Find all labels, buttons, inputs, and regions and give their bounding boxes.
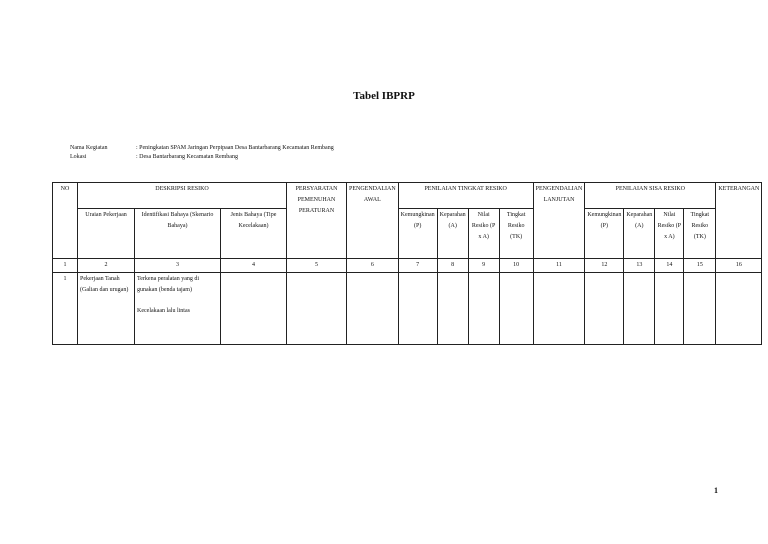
- column-number: 4: [221, 259, 287, 273]
- subheader-keparahan: Keparahan (A): [437, 209, 468, 259]
- subheader-nilai: Nilai Resiko (P x A): [468, 209, 499, 259]
- column-number: 16: [716, 259, 762, 273]
- row-identifikasi: [135, 273, 221, 345]
- row-uraian: Pekerjaan Tanah (Galian dan urugan): [78, 273, 135, 345]
- row-cell: [624, 273, 655, 345]
- subheader-keparahan-sisa: Keparahan (A): [624, 209, 655, 259]
- row-cell: [585, 273, 624, 345]
- row-cell: [684, 273, 716, 345]
- row-no: 1: [53, 273, 78, 345]
- header-persyaratan: PERSYARATAN PEMENUHAN PERATURAN: [287, 183, 347, 259]
- ibprp-table: [52, 182, 762, 345]
- row-cell: [468, 273, 499, 345]
- header-penilaian-sisa: PENILAIAN SISA RESIKO: [585, 183, 716, 209]
- subheader-kemungkinan-sisa: Kemungkinan (P): [585, 209, 624, 259]
- page-title: Tabel IBPRP: [353, 90, 415, 102]
- header-penilaian-tingkat: PENILAIAN TINGKAT RESIKO: [398, 183, 533, 209]
- row-cell: [499, 273, 533, 345]
- header-pengendalian-lanjutan: PENGENDALIAN LANJUTAN: [533, 183, 585, 259]
- header-no: NO: [53, 183, 78, 259]
- column-number: 15: [684, 259, 716, 273]
- column-number: 12: [585, 259, 624, 273]
- column-number: 9: [468, 259, 499, 273]
- column-number: 8: [437, 259, 468, 273]
- meta-row-activity: [70, 144, 334, 153]
- hazard-2: Kecelakaan lalu lintas: [137, 308, 190, 314]
- meta-value: : Peningkatan SPAM Jaringan Perpipaan Desa Bantarbarang Kecamatan Rembang: [136, 145, 334, 151]
- hazard-1: Terkena peralatan yang di gunakan (benda tajam): [137, 276, 200, 293]
- column-number: 14: [655, 259, 684, 273]
- row-cell: [437, 273, 468, 345]
- column-number: 3: [135, 259, 221, 273]
- column-number: 1: [53, 259, 78, 273]
- column-number-row: [53, 259, 762, 273]
- row-cell: [221, 273, 287, 345]
- header-deskripsi: DESKRIPSI RESIKO: [78, 183, 287, 209]
- row-cell: [716, 273, 762, 345]
- table-row: [53, 273, 762, 345]
- row-cell: [287, 273, 347, 345]
- row-cell: [533, 273, 585, 345]
- column-number: 2: [78, 259, 135, 273]
- meta-row-location: [70, 153, 334, 162]
- column-number: 5: [287, 259, 347, 273]
- header-keterangan: KETERANGAN: [716, 183, 762, 259]
- page-number: 1: [714, 486, 718, 495]
- column-number: 6: [347, 259, 399, 273]
- subheader-nilai-sisa: Nilai Resiko (P x A): [655, 209, 684, 259]
- subheader-tingkat: Tingkat Resiko (TK): [499, 209, 533, 259]
- column-number: 11: [533, 259, 585, 273]
- meta-label: Nama Kegiatan: [70, 145, 108, 151]
- column-number: 13: [624, 259, 655, 273]
- column-number: 10: [499, 259, 533, 273]
- column-number: 7: [398, 259, 437, 273]
- row-cell: [655, 273, 684, 345]
- subheader-kemungkinan: Kemungkinan (P): [398, 209, 437, 259]
- header-pengendalian-awal: PENGENDALIAN AWAL: [347, 183, 399, 259]
- subheader-identifikasi: Identifikasi Bahaya (Skenario Bahaya): [135, 209, 221, 259]
- meta-value: : Desa Bantarbarang Kecamatan Rembang: [136, 154, 238, 160]
- row-cell: [347, 273, 399, 345]
- subheader-uraian: Uraian Pekerjaan: [78, 209, 135, 259]
- activity-info: [70, 144, 334, 162]
- subheader-tingkat-sisa: Tingkat Resiko (TK): [684, 209, 716, 259]
- row-cell: [398, 273, 437, 345]
- subheader-jenis: Jenis Bahaya (Tipe Kecelakaan): [221, 209, 287, 259]
- meta-label: Lokasi: [70, 154, 87, 160]
